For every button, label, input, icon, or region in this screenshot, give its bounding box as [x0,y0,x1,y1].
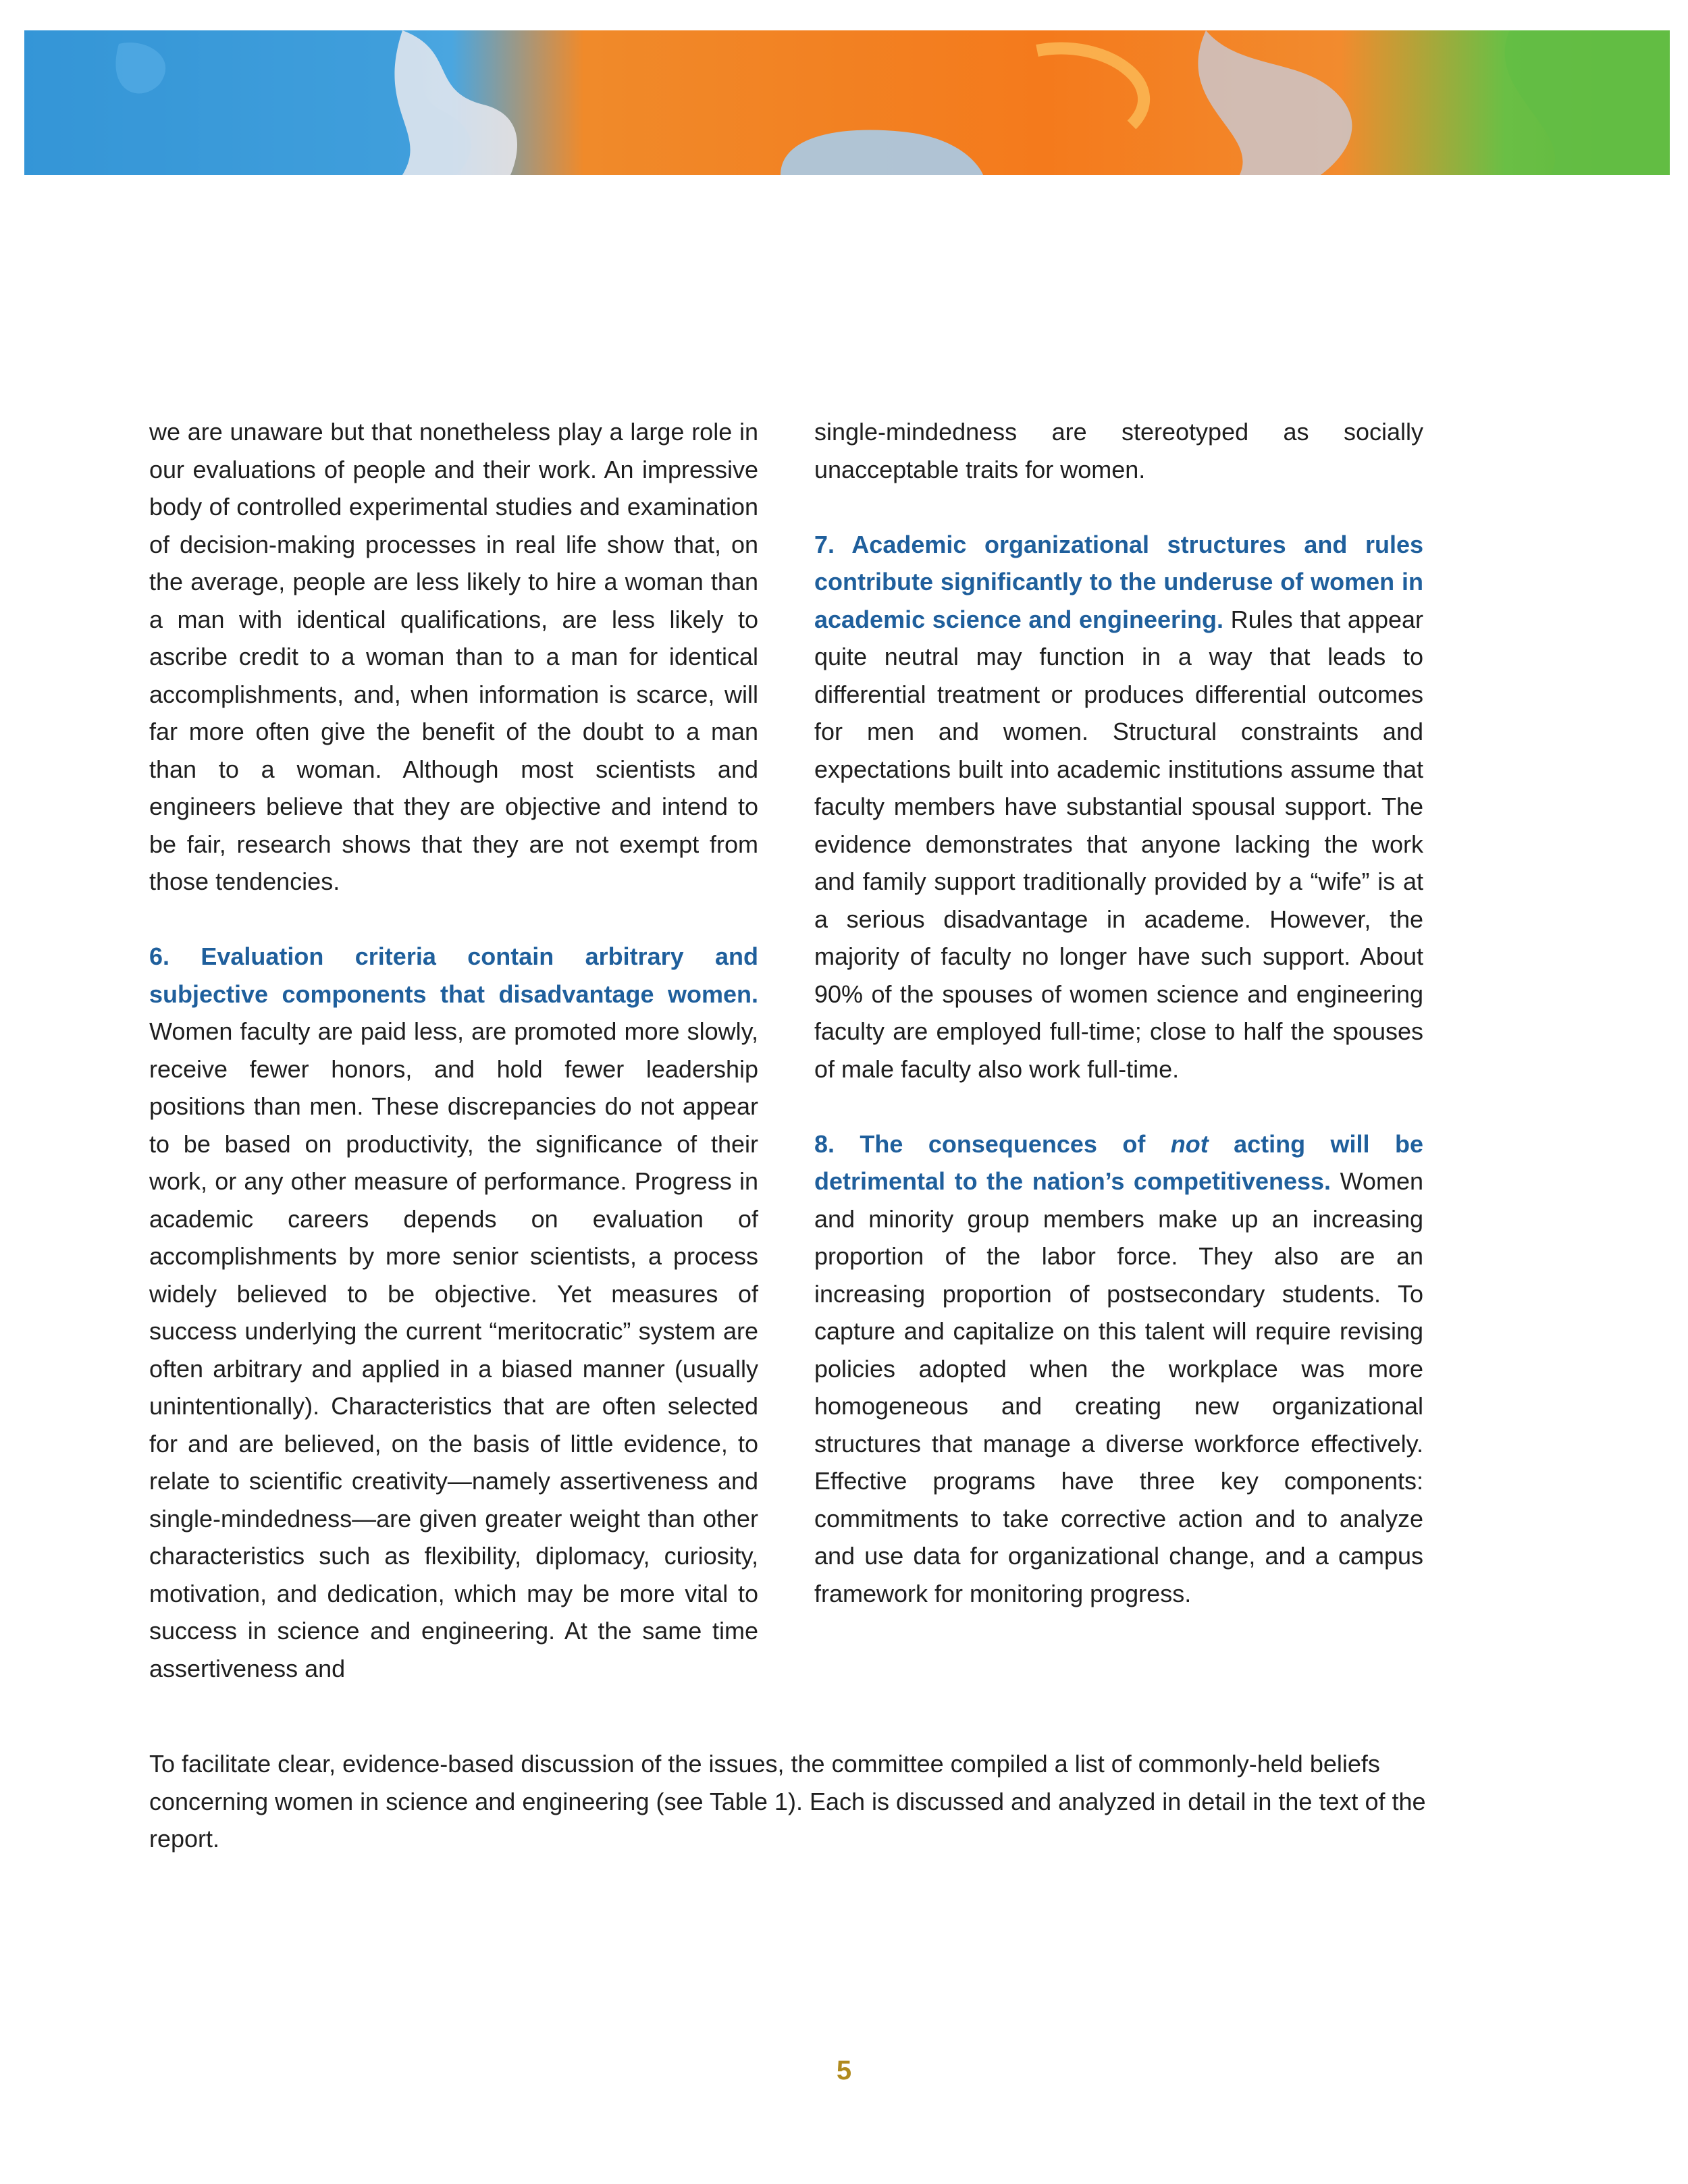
finding-7-paragraph [814,526,1423,1088]
paragraph-1: we are unaware but that nonetheless play a large role in our evaluations of people and their work. An impressive body of controlled experimental studies and examination of decision-making processes in real life show that, on the average, people are less likely to hire a woman than a man with identical qualifications, are less likely to ascribe credit to a woman than to a man for identical accomplishments, and, when information is scarce, will far more often give the benefit of the doubt to a man than to a woman. Although most scientists and engineers believe that they are objective and intend to be fair, research shows that they are not exempt from those tendencies. [149,418,758,895]
finding-8-heading-emphasis: not [1170,1129,1209,1158]
finding-8-heading-part-2: acting will be detrimental to the nation’s competitiveness. [814,1129,1423,1195]
finding-7-body: Rules that appear quite neutral may function in a way that leads to differential treatment or produces differential outcomes for men and women. Structural constraints and expectations built into academic institutions assume that faculty members have substantial spousal support. The evidence demonstrates that anyone lacking the work and family support traditionally provided by a “wife” is at a serious disadvantage in academe. However, the majority of faculty no longer have such support. About 90% of the spouses of women science and engineering faculty are employed full-time; close to half the spouses of male faculty also work full-time. [814,605,1423,1083]
page-number: 5 [836,2056,852,2085]
finding-6-body: Women faculty are paid less, are promoted more slowly, receive fewer honors, and hold fewer leadership positions than men. These discrepancies do not appear to be based on productivity, the significance of their work, or any other measure of performance. Progress in academic careers depends on evaluation of accomplishments by more senior scientists, a process widely believed to be objective. Yet measures of success underlying the current “meritocratic” system are often arbitrary and applied in a biased manner (usually unintentionally). Characteristics that are often selected for and are believed, on the basis of little evidence, to relate to scientific creativity—namely assertiveness and single-mindedness—are given greater weight than other characteristics such as flexibility, diplomacy, curiosity, motivation, and dedication, which may be more vital to success in science and engineering. At the same time assertiveness and [149,1017,758,1682]
finding-6-paragraph [149,938,758,1687]
finding-8-body: Women and minority group members make up an increasing proportion of the labor force. They also are an increasing proportion of postsecondary students. To capture and capitalize on this talent will require revising policies adopted when the workplace was more homogeneous and creating new organizational structures that manage a diverse workforce effectively. Effective programs have three key components: commitments to take corrective action and to analyze and use data for organizational change, and a campus framework for monitoring progress. [814,1167,1423,1607]
finding-8-heading-part-1: 8. The consequences of [814,1129,1171,1158]
finding-6-heading: 6. Evaluation criteria contain arbitrary and subjective components that disadvantage women. [149,942,758,1008]
finding-8-paragraph [814,1125,1423,1613]
right-column [814,413,1423,1612]
finding-7-heading: 7. Academic organizational structures and rules contribute significantly to the underuse of women in academic science and engineering. [814,530,1423,633]
header-banner-image [24,30,1670,175]
left-column [149,413,758,1687]
paragraph-continued: single-mindedness are stereotyped as socially unacceptable traits for women. [814,418,1423,483]
closing-paragraph: To facilitate clear, evidence-based discussion of the issues, the committee compiled a list of commonly-held beliefs concerning women in science and engineering (see Table 1). Each is discussed and analyzed in detail in the text of the report. [149,1750,1426,1853]
puzzle-pattern-graphic [24,30,1670,175]
